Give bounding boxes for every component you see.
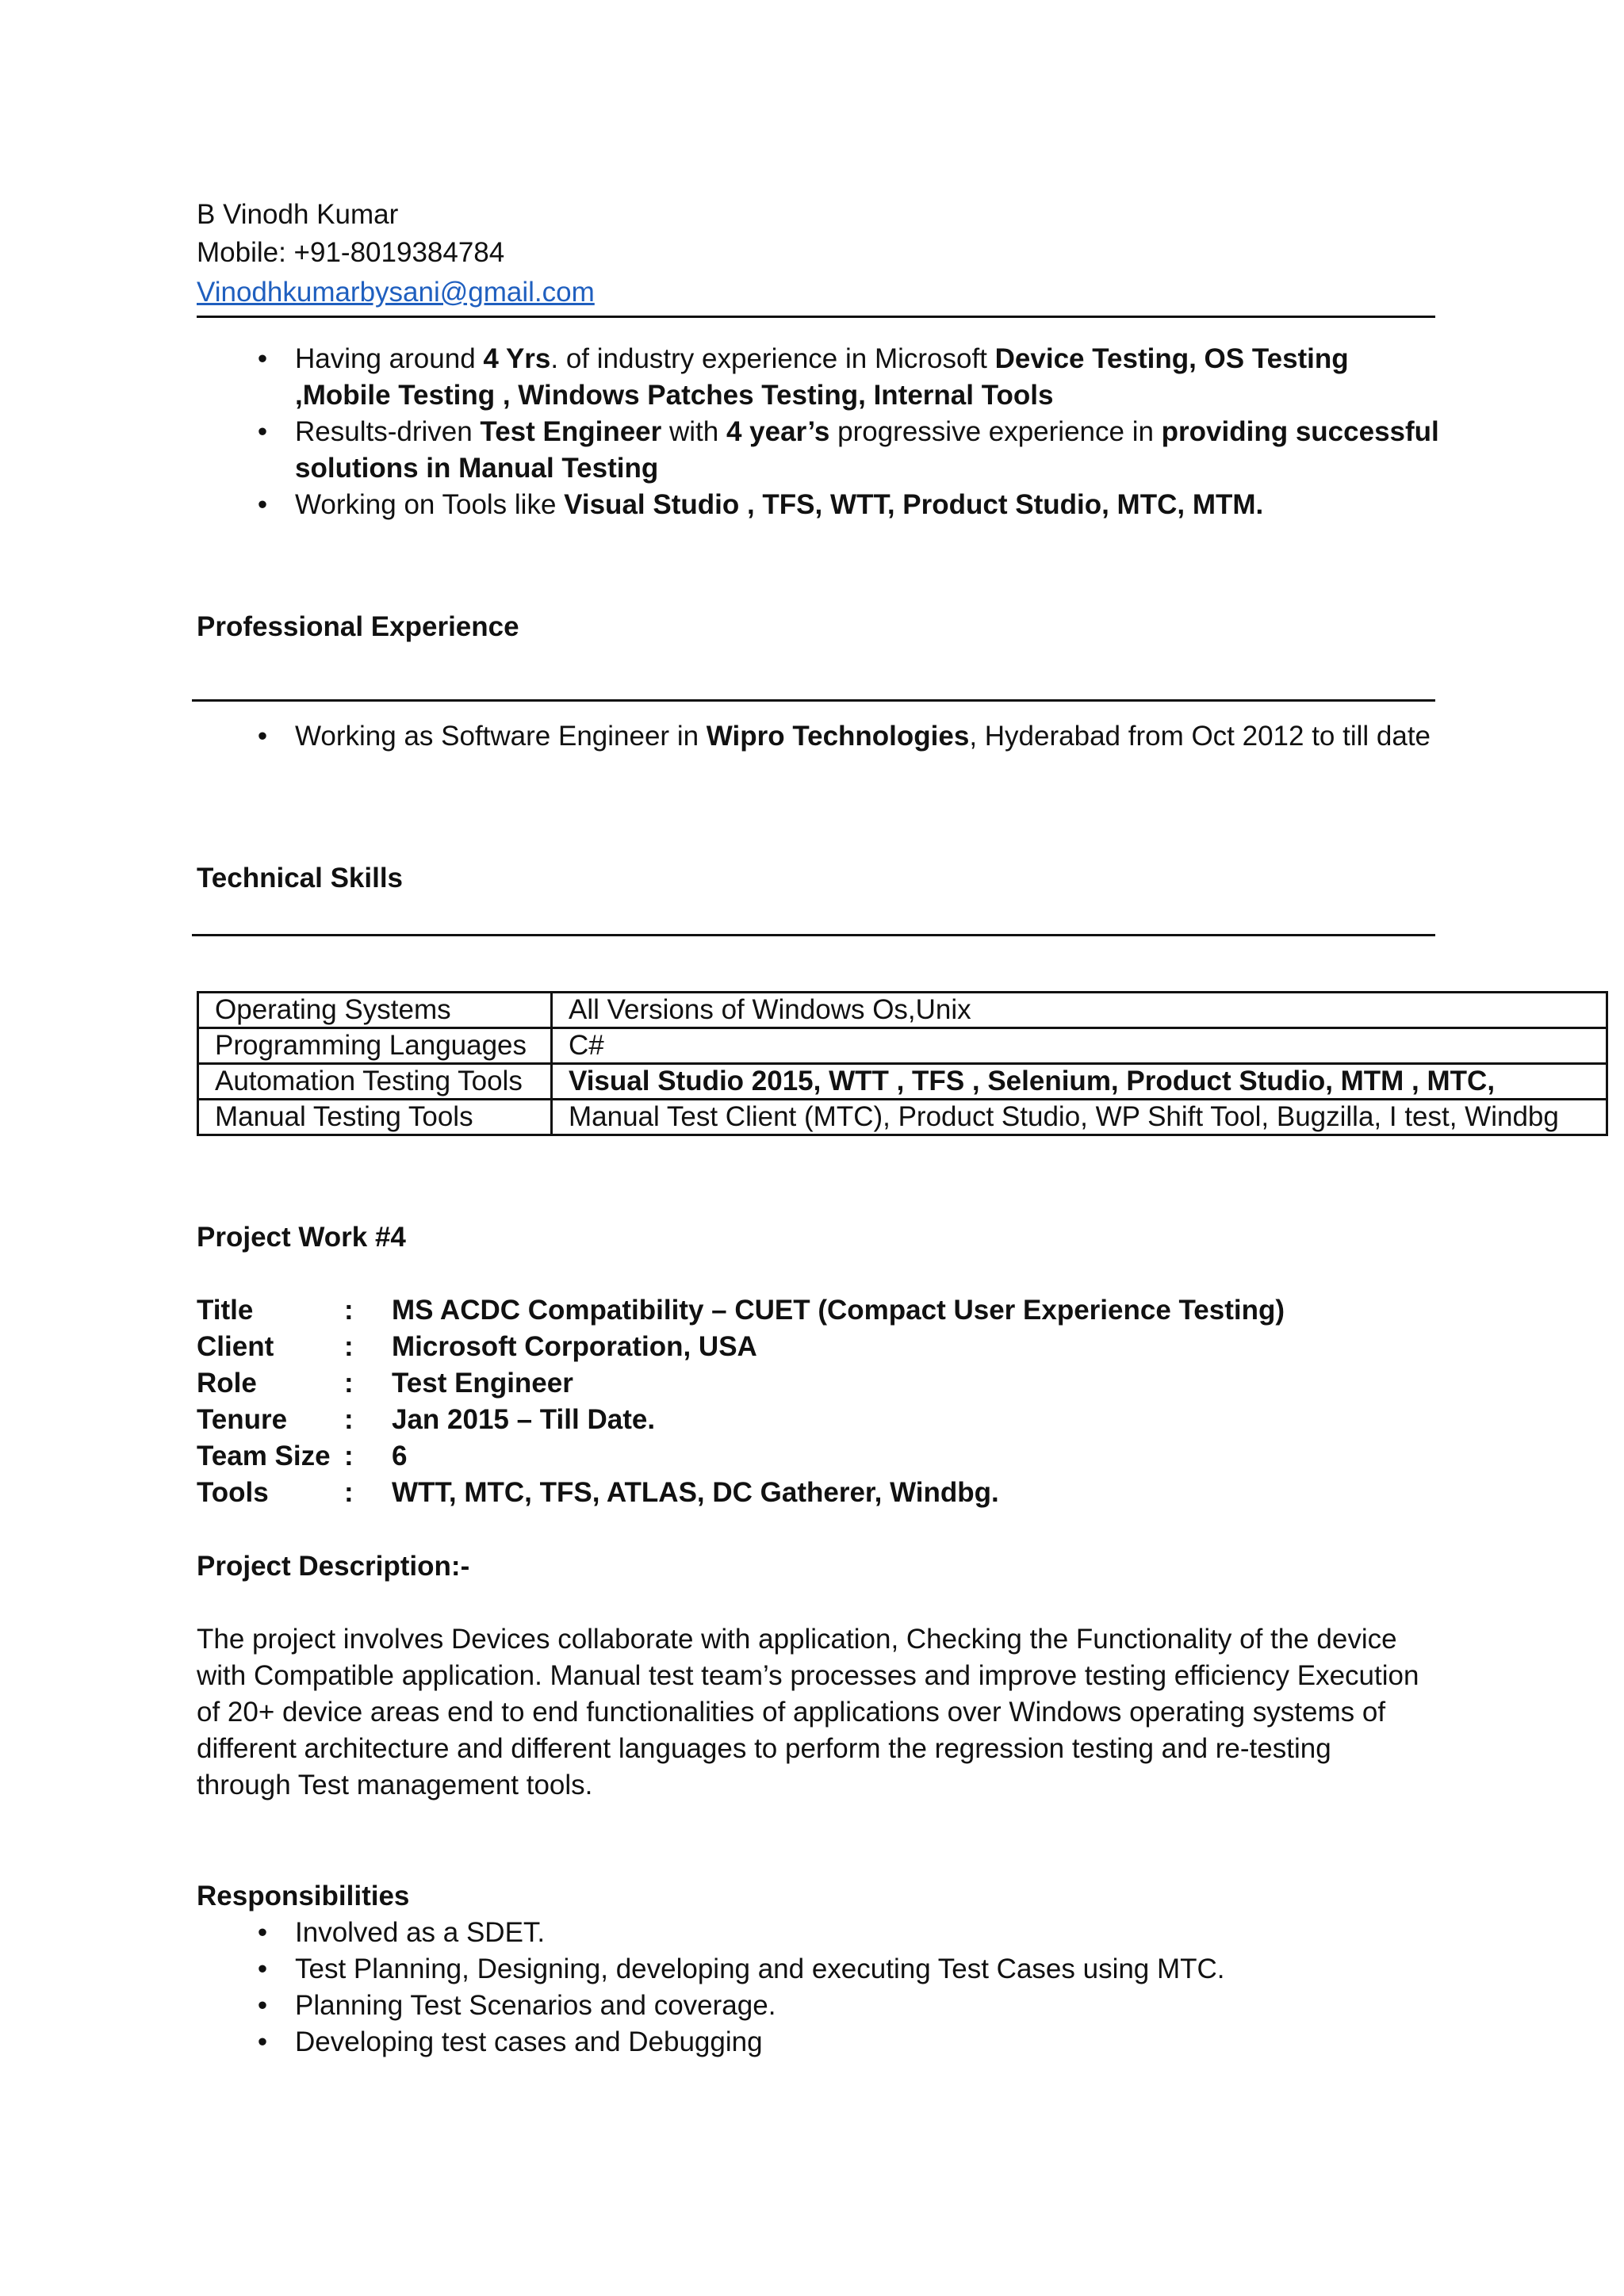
section-title-skills: Technical Skills xyxy=(197,863,404,894)
field-colon: : xyxy=(344,1477,354,1508)
skill-value: Manual Test Client (MTC), Product Studio, WP Shift Tool, Bugzilla, I test, Windbg xyxy=(552,1100,1607,1135)
field-key: Title xyxy=(197,1295,254,1326)
header-divider xyxy=(197,316,1435,318)
description-line: different architecture and different languages to perform the regression testing and re-testing xyxy=(197,1733,1331,1764)
skill-label: Programming Languages xyxy=(198,1028,552,1064)
description-line: of 20+ device areas end to end functionalities of applications over Windows operating systems of xyxy=(197,1697,1386,1728)
project-field-tenure xyxy=(197,1402,1285,1438)
skills-divider xyxy=(192,934,1435,936)
project-field-team-size xyxy=(197,1438,1285,1475)
experience-text: , Hyderabad from Oct 2012 to till date xyxy=(969,721,1431,752)
bullet-icon: • xyxy=(257,1954,268,1984)
bullet-icon: • xyxy=(257,489,268,520)
bullet-icon: • xyxy=(257,416,268,447)
field-key: Tools xyxy=(197,1477,269,1508)
summary-text: progressive experience in xyxy=(829,416,1162,447)
section-title-experience: Professional Experience xyxy=(197,611,519,642)
skills-table xyxy=(197,991,1608,1136)
experience-item xyxy=(197,718,1442,755)
summary-bold: providing successful solutions in Manual Testing xyxy=(295,416,1439,484)
project-field-role xyxy=(197,1365,1285,1402)
summary-bold: 4 year’s xyxy=(726,416,830,447)
skill-value: C# xyxy=(552,1028,1607,1064)
list-item xyxy=(197,1988,1442,2024)
project-description xyxy=(197,1621,1434,1804)
field-key: Team Size xyxy=(197,1441,331,1471)
project-field-title xyxy=(197,1292,1285,1329)
section-title-project: Project Work #4 xyxy=(197,1222,406,1253)
field-colon: : xyxy=(344,1368,354,1399)
description-line: The project involves Devices collaborate with application, Checking the Functionality of the device xyxy=(197,1624,1397,1655)
field-key: Tenure xyxy=(197,1404,288,1435)
bullet-icon: • xyxy=(257,2026,268,2057)
project-field-tools xyxy=(197,1475,1285,1511)
field-value: Test Engineer xyxy=(392,1368,573,1399)
email-link[interactable]: Vinodhkumarbysani@gmail.com xyxy=(197,277,595,308)
table-row xyxy=(198,1100,1607,1135)
field-value: 6 xyxy=(392,1441,408,1471)
description-line: through Test management tools. xyxy=(197,1770,593,1800)
summary-text: Having around xyxy=(295,343,484,374)
project-details xyxy=(197,1292,1285,1511)
summary-text: with xyxy=(661,416,726,447)
field-key: Role xyxy=(197,1368,257,1399)
skill-label: Operating Systems xyxy=(198,993,552,1028)
list-item xyxy=(197,1915,1442,1951)
bullet-icon: • xyxy=(257,343,268,374)
skill-value: All Versions of Windows Os,Unix xyxy=(552,993,1607,1028)
summary-list xyxy=(197,341,1442,523)
skill-label: Manual Testing Tools xyxy=(198,1100,552,1135)
summary-text: Results-driven xyxy=(295,416,481,447)
summary-text: . of industry experience in Microsoft xyxy=(550,343,995,374)
field-value: Jan 2015 – Till Date. xyxy=(392,1404,656,1435)
candidate-name: B Vinodh Kumar xyxy=(197,199,399,230)
responsibility-text: Developing test cases and Debugging xyxy=(295,2026,763,2057)
mobile-number: Mobile: +91-8019384784 xyxy=(197,237,505,268)
experience-divider xyxy=(192,699,1435,702)
description-line: with Compatible application. Manual test team’s processes and improve testing efficiency Execution xyxy=(197,1660,1419,1691)
summary-item xyxy=(197,487,1442,523)
summary-item xyxy=(197,341,1442,414)
field-colon: : xyxy=(344,1441,354,1471)
list-item xyxy=(197,1951,1442,1988)
experience-company: Wipro Technologies xyxy=(706,721,970,752)
field-value: WTT, MTC, TFS, ATLAS, DC Gatherer, Windbg. xyxy=(392,1477,999,1508)
field-colon: : xyxy=(344,1404,354,1435)
field-colon: : xyxy=(344,1295,354,1326)
summary-bold: Test Engineer xyxy=(480,416,662,447)
table-row xyxy=(198,1028,1607,1064)
field-colon: : xyxy=(344,1331,354,1362)
field-value: MS ACDC Compatibility – CUET (Compact User Experience Testing) xyxy=(392,1295,1285,1326)
bullet-icon: • xyxy=(257,721,268,752)
experience-list xyxy=(197,718,1442,755)
table-row xyxy=(198,993,1607,1028)
skill-value: Visual Studio 2015, WTT , TFS , Selenium, Product Studio, MTM , MTC, xyxy=(552,1064,1607,1100)
table-row xyxy=(198,1064,1607,1100)
experience-text: Working as Software Engineer in xyxy=(295,721,707,752)
summary-text: Working on Tools like xyxy=(295,489,565,520)
section-title-responsibilities: Responsibilities xyxy=(197,1881,410,1911)
bullet-icon: • xyxy=(257,1917,268,1948)
bullet-icon: • xyxy=(257,1990,268,2021)
responsibilities-list xyxy=(197,1915,1442,2061)
field-key: Client xyxy=(197,1331,274,1362)
responsibility-text: Involved as a SDET. xyxy=(295,1917,546,1948)
summary-item xyxy=(197,414,1442,487)
summary-bold: Device Testing, OS Testing ,Mobile Testing , Windows Patches Testing, Internal Tools xyxy=(295,343,1349,411)
list-item xyxy=(197,2024,1442,2061)
field-value: Microsoft Corporation, USA xyxy=(392,1331,757,1362)
summary-bold: Visual Studio , TFS, WTT, Product Studio, MTC, MTM. xyxy=(564,489,1264,520)
summary-bold: 4 Yrs xyxy=(483,343,551,374)
responsibility-text: Test Planning, Designing, developing and executing Test Cases using MTC. xyxy=(295,1954,1225,1984)
project-description-title: Project Description:- xyxy=(197,1551,470,1582)
skill-label: Automation Testing Tools xyxy=(198,1064,552,1100)
responsibility-text: Planning Test Scenarios and coverage. xyxy=(295,1990,776,2021)
project-field-client xyxy=(197,1329,1285,1365)
